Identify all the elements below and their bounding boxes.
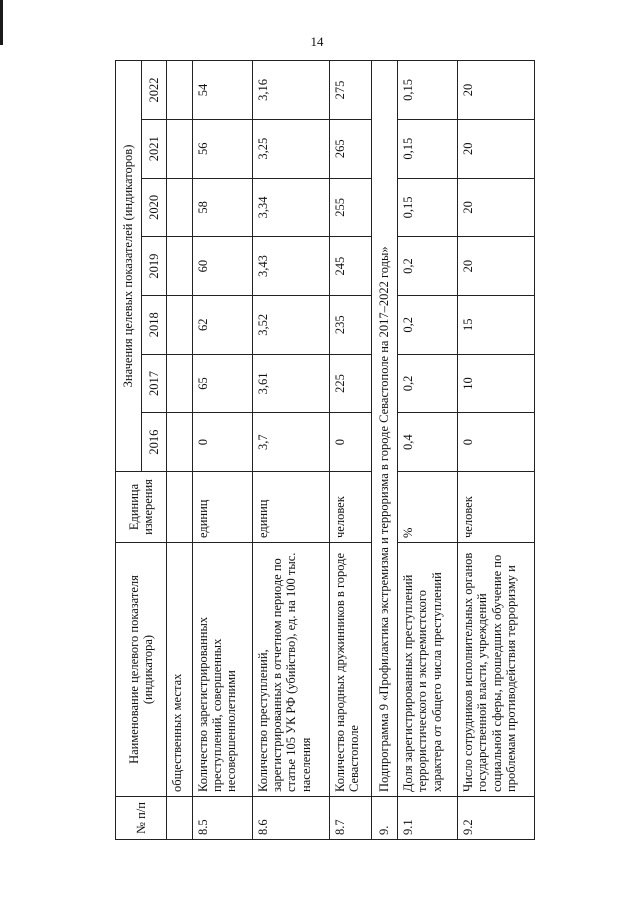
- row-value: 3,34: [252, 178, 329, 237]
- row-value: 3,43: [252, 237, 329, 296]
- row-value: 275: [329, 61, 372, 120]
- row-value: 10: [457, 354, 534, 413]
- table-row: [397, 61, 457, 840]
- row-value: 20: [457, 119, 534, 178]
- header-values-group: Значения целевых показателей (индикаторов): [116, 61, 142, 472]
- table-row: [457, 61, 534, 840]
- row-value: 3,25: [252, 119, 329, 178]
- row-unit: единиц: [252, 472, 329, 543]
- row-value: 3,61: [252, 354, 329, 413]
- row-value: 0: [329, 413, 372, 472]
- row-name: общественных местах: [167, 543, 193, 797]
- row-unit: человек: [329, 472, 372, 543]
- row-num: 8.7: [329, 797, 372, 840]
- page-number: 14: [310, 34, 324, 49]
- row-value: 3,7: [252, 413, 329, 472]
- row-value: 255: [329, 178, 372, 237]
- row-name: Количество народных дружинников в городе Севастополе: [329, 543, 372, 797]
- row-name: Доля зарегистрированных преступлений террористического и экстремистского характера от общего числа преступлений: [397, 543, 457, 797]
- row-num: 9.2: [457, 797, 534, 840]
- row-value: 62: [192, 295, 252, 354]
- row-value: 20: [457, 237, 534, 296]
- row-num: 8.6: [252, 797, 329, 840]
- row-value: 20: [457, 178, 534, 237]
- row-unit: человек: [457, 472, 534, 543]
- row-value: 0: [457, 413, 534, 472]
- table-row: [192, 61, 252, 840]
- header-year: 2017: [141, 354, 167, 413]
- table-row: [252, 61, 329, 840]
- indicators-table: [115, 60, 535, 840]
- row-value: 0,4: [397, 413, 457, 472]
- header-name: Наименование целевого показателя (индикатора): [116, 543, 167, 797]
- row-unit: %: [397, 472, 457, 543]
- row-name: Число сотрудников исполнительных органов государственной власти, учреждений социальной сферы, прошедших обучение по проблемам противодействия терроризму и: [457, 543, 534, 797]
- row-num: [167, 797, 193, 840]
- header-year: 2018: [141, 295, 167, 354]
- row-value: 0,15: [397, 178, 457, 237]
- row-value: 3,16: [252, 61, 329, 120]
- indicators-table-wrapper: [115, 60, 535, 840]
- header-num: № п/п: [116, 797, 167, 840]
- row-name: Количество преступлений, зарегистрированных в отчетном периоде по статье 105 УК РФ (убийство), ед. на 100 тыс. населения: [252, 543, 329, 797]
- row-value: 58: [192, 178, 252, 237]
- subprogram-row: [372, 61, 398, 840]
- subprogram-num: 9.: [372, 797, 398, 840]
- row-value: 0,2: [397, 354, 457, 413]
- row-value: 60: [192, 237, 252, 296]
- row-unit: единиц: [192, 472, 252, 543]
- header-year: 2016: [141, 413, 167, 472]
- row-value: 0,2: [397, 237, 457, 296]
- row-value: 65: [192, 354, 252, 413]
- table-row: [167, 61, 193, 840]
- row-value: 0,15: [397, 61, 457, 120]
- subprogram-title: Подпрограмма 9 «Профилактика экстремизма и терроризма в городе Севастополе на 2017–2022 годы»: [372, 61, 398, 797]
- row-value: 265: [329, 119, 372, 178]
- row-unit: [167, 472, 193, 543]
- header-year: 2021: [141, 119, 167, 178]
- row-value: 235: [329, 295, 372, 354]
- row-value: 54: [192, 61, 252, 120]
- row-value: 15: [457, 295, 534, 354]
- row-value: 0,15: [397, 119, 457, 178]
- header-unit: Единица измерения: [116, 472, 167, 543]
- row-value: 20: [457, 61, 534, 120]
- row-value: 245: [329, 237, 372, 296]
- header-year: 2020: [141, 178, 167, 237]
- row-num: 8.5: [192, 797, 252, 840]
- row-value: 225: [329, 354, 372, 413]
- row-value: 0: [192, 413, 252, 472]
- row-value: 0,2: [397, 295, 457, 354]
- header-year: 2019: [141, 237, 167, 296]
- row-value: 3,52: [252, 295, 329, 354]
- row-value: 56: [192, 119, 252, 178]
- row-name: Количество зарегистрированных преступлений, совершенных несовершеннолетними: [192, 543, 252, 797]
- table-row: [329, 61, 372, 840]
- row-num: 9.1: [397, 797, 457, 840]
- header-year: 2022: [141, 61, 167, 120]
